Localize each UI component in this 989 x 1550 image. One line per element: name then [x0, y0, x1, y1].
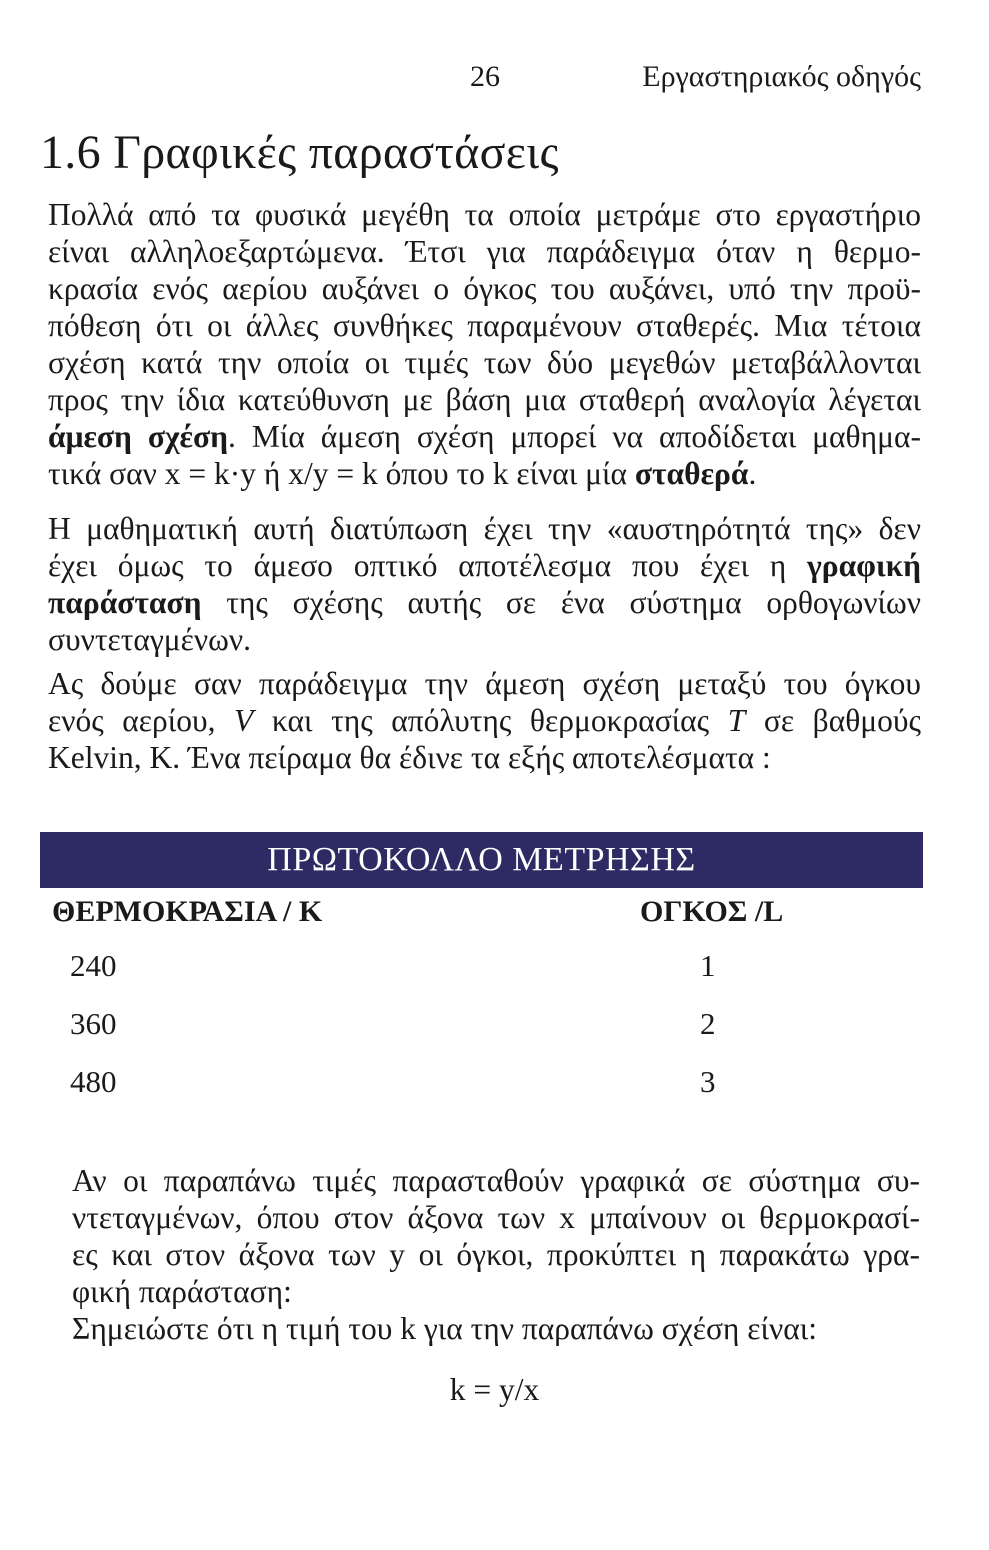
- paragraph-line: [48, 584, 921, 621]
- table-title-bar: ΠΡΩΤΟΚΟΛΛΟ ΜΕΤΡΗΣΗΣ: [40, 832, 923, 888]
- section-heading: [40, 125, 559, 180]
- section-number: 1.6: [40, 126, 101, 179]
- paragraph-line: Kelvin, K. Ένα πείραμα θα έδινε τα εξής αποτελέσματα :: [48, 740, 771, 775]
- table-cell-volume: 2: [700, 1006, 716, 1041]
- term-constant: σταθερά: [634, 456, 749, 491]
- variable-v: V: [234, 703, 254, 738]
- paragraph-line: ντεταγμένων, όπου στον άξονα των x μπαίνουν οι θερμοκρασί-: [72, 1200, 920, 1235]
- paragraph-line: [48, 702, 921, 739]
- table-cell-temperature: 480: [70, 1064, 117, 1099]
- paragraph-line: [48, 418, 921, 455]
- paragraph-line: πόθεση ότι οι άλλες συνθήκες παραμένουν σταθερές. Μια τέτοια: [48, 308, 921, 343]
- paragraph-graph-intro: [48, 510, 921, 658]
- table-cell-temperature: 240: [70, 948, 117, 983]
- paragraph-line: Πολλά από τα φυσικά μεγέθη τα οποία μετράμε στο εργαστήριο: [48, 197, 921, 232]
- paragraph-text: τικά σαν x = k·y ή x/y = k όπου το k είναι μία: [48, 456, 635, 491]
- term-graphical: γραφική: [807, 548, 921, 583]
- paragraph-line: Η μαθηματική αυτή διατύπωση έχει την «αυστηρότητά της» δεν: [48, 511, 921, 546]
- paragraph-line: προς την ίδια κατεύθυνση με βάση μια σταθερή αναλογία λέγεται: [48, 382, 921, 417]
- paragraph-line: είναι αλληλοεξαρτώμενα. Έτσι για παράδειγμα όταν η θερμο-: [48, 234, 921, 269]
- paragraph-text: . Μία άμεση σχέση μπορεί να αποδίδεται μαθημα-: [228, 419, 921, 454]
- paragraph-line: Ας δούμε σαν παράδειγμα την άμεση σχέση μεταξύ του όγκου: [48, 666, 921, 701]
- column-header-volume: ΟΓΚΟΣ /L: [640, 895, 784, 928]
- variable-t: T: [727, 703, 746, 738]
- running-title: Εργαστηριακός οδηγός: [642, 60, 921, 93]
- paragraph-direct-relation: [48, 196, 921, 492]
- paragraph-line: σχέση κατά την οποία οι τιμές των δύο μεγεθών μεταβάλλονται: [48, 345, 921, 380]
- paragraph-text: .: [748, 456, 757, 491]
- paragraph-graph-description: [72, 1162, 920, 1347]
- table-cell-volume: 3: [700, 1064, 716, 1099]
- paragraph-text: ενός αερίου,: [48, 703, 235, 738]
- paragraph-line: κρασία ενός αερίου αυξάνει ο όγκος του αυξάνει, υπό την προϋ-: [48, 271, 921, 306]
- paragraph-line: φική παράσταση:: [72, 1274, 292, 1309]
- term-representation: παράσταση: [48, 585, 202, 620]
- table-cell-temperature: 360: [70, 1006, 117, 1041]
- paragraph-line: ες και στον άξονα των y οι όγκοι, προκύπτει η παρακάτω γρα-: [72, 1237, 920, 1272]
- column-header-temperature: ΘΕΡΜΟΚΡΑΣΙΑ / K: [52, 895, 323, 928]
- paragraph-text: έχει όμως το άμεσο οπτικό αποτέλεσμα που έχει η: [48, 548, 808, 583]
- formula-k: k = y/x: [449, 1372, 540, 1407]
- note-line: Σημειώστε ότι η τιμή του k για την παραπάνω σχέση είναι:: [72, 1311, 817, 1346]
- paragraph-text: της σχέσης αυτής σε ένα σύστημα ορθογωνίων: [201, 585, 921, 620]
- term-direct-relation: άμεση σχέση: [48, 419, 229, 454]
- table-cell-volume: 1: [700, 948, 716, 983]
- paragraph-line: [48, 455, 921, 492]
- paragraph-example: [48, 665, 921, 776]
- paragraph-text: σε βαθμούς: [745, 703, 921, 738]
- paragraph-line: [48, 547, 921, 584]
- paragraph-line: συντεταγμένων.: [48, 622, 251, 657]
- page-number: 26: [470, 60, 500, 93]
- paragraph-line: Αν οι παραπάνω τιμές παρασταθούν γραφικά σε σύστημα συ-: [72, 1163, 920, 1198]
- section-title: Γραφικές παραστάσεις: [113, 126, 559, 179]
- paragraph-text: και της απόλυτης θερμοκρασίας: [253, 703, 728, 738]
